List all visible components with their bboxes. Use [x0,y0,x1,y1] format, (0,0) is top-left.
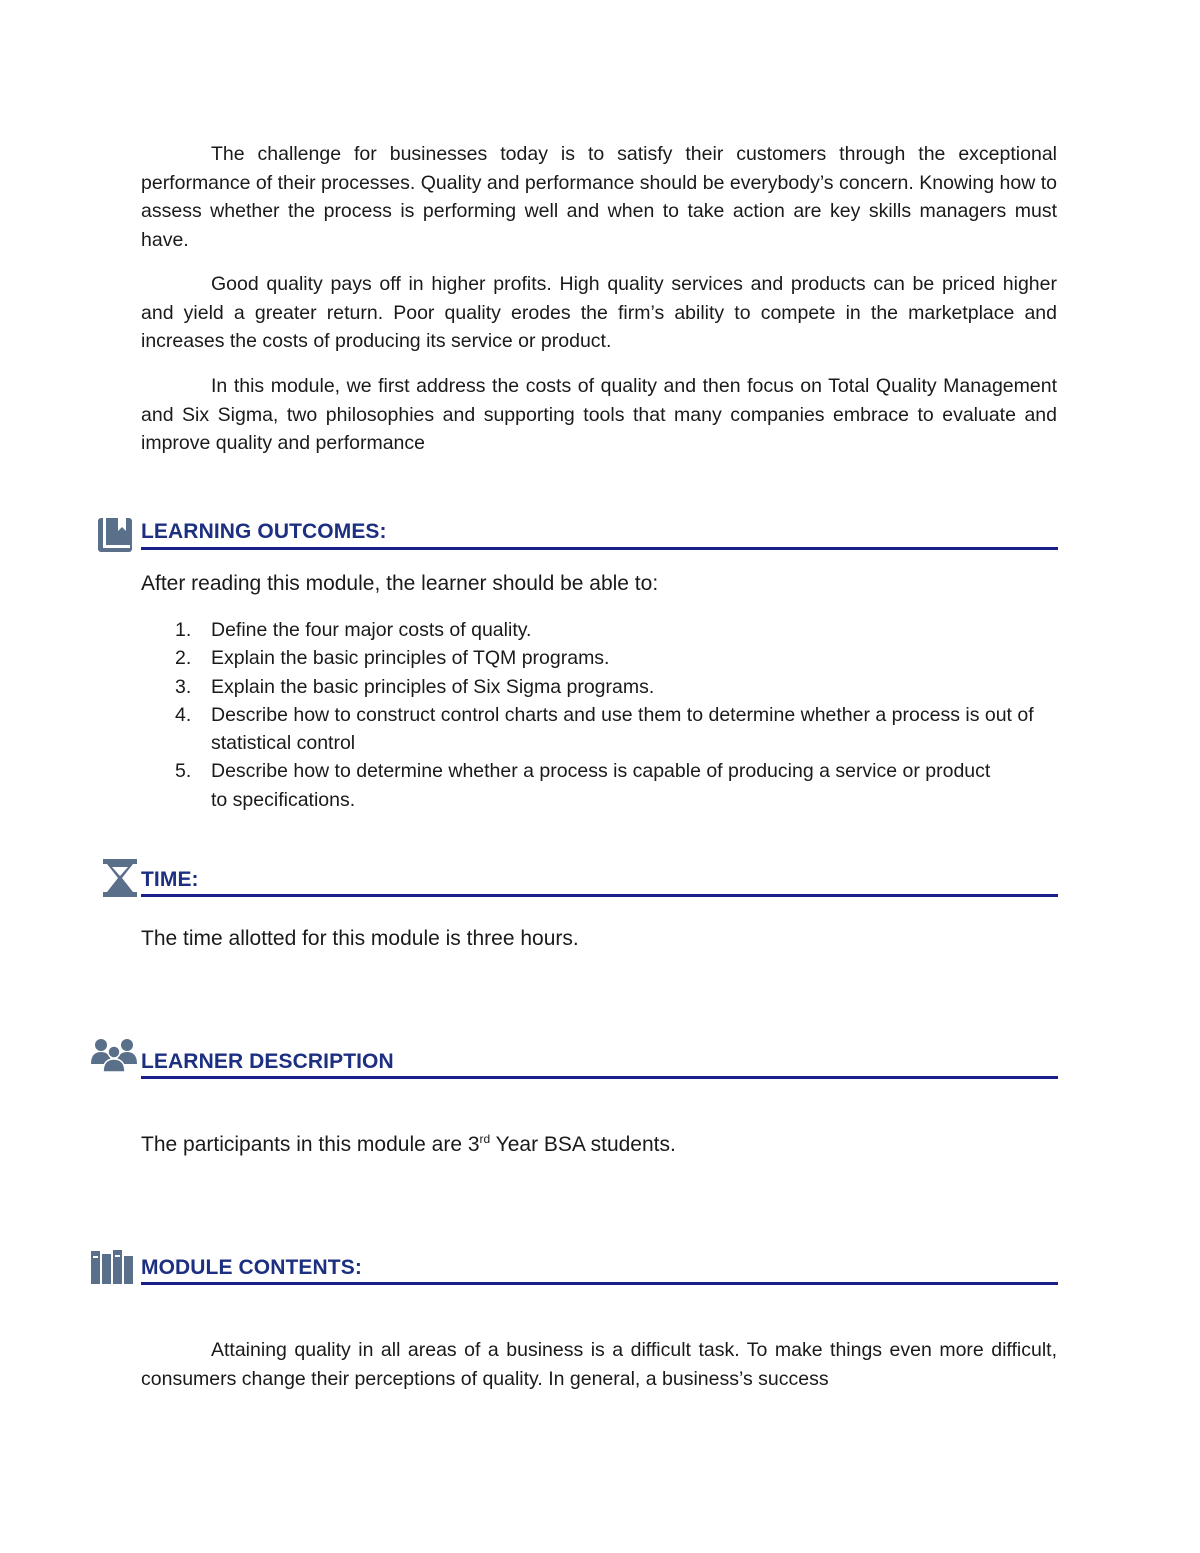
module-contents-paragraph: Attaining quality in all areas of a business is a difficult task. To make things even more difficult, consumers change their perceptions of quality. In general, a business’s success [141,1339,1057,1390]
list-number: 3. [175,675,192,698]
book-icon [96,515,136,560]
time-heading: TIME: [141,868,199,891]
learner-text-after: Year BSA students. [490,1133,676,1156]
list-item [141,644,1061,672]
time-text: The time allotted for this module is three hours. [141,927,579,950]
list-item [141,757,1011,814]
intro-paragraph-2: Good quality pays off in higher profits. High quality services and products can be priced higher and yield a greater return. Poor quality erodes the firm’s ability to compete in the marketplace and increases the costs of producing its service or product. [141,273,1057,353]
list-number: 1. [175,619,192,641]
intro-paragraph-3: In this module, we first address the costs of quality and then focus on Total Quality Management and Six Sigma, two philosophies and supporting tools that many companies embrace to evaluate and improve quality and performance [141,375,1057,455]
list-text: Explain the basic principles of TQM programs. [211,647,610,670]
list-number: 5. [175,760,192,783]
list-item [141,616,1061,644]
learner-description-rule [141,1076,1058,1079]
learner-description-text [141,1131,676,1159]
books-icon [90,1248,134,1291]
list-text: Describe how to construct control charts and use them to determine whether a process is out of statistical control [211,703,1034,755]
learner-description-heading: LEARNER DESCRIPTION [141,1050,394,1073]
time-rule [141,894,1058,897]
learner-text-sup: rd [479,1132,491,1146]
people-icon [90,1038,138,1079]
list-item [141,673,1061,701]
list-item [141,701,1051,758]
hourglass-icon [102,858,138,903]
module-contents-rule [141,1282,1058,1285]
intro-paragraph-1: The challenge for businesses today is to satisfy their customers through the exceptional performance of their processes. Quality and performance should be everybody’s concern. Knowing how to assess whether the process is performing well and when to take action are key skills managers must have. [141,143,1057,252]
learner-text-before: The participants in this module are 3 [141,1133,480,1156]
module-contents-heading: MODULE CONTENTS: [141,1256,362,1279]
list-text: Explain the basic principles of Six Sigma programs. [211,675,655,698]
learning-outcomes-rule [141,547,1058,550]
learning-outcomes-lead: After reading this module, the learner should be able to: [141,572,659,595]
learning-outcomes-list [141,616,1061,814]
list-text: Describe how to determine whether a process is capable of producing a service or product to specifications. [211,760,991,811]
list-number: 4. [175,703,192,726]
learning-outcomes-heading: LEARNING OUTCOMES: [141,520,387,543]
list-text: Define the four major costs of quality. [211,619,532,641]
list-number: 2. [175,647,192,670]
